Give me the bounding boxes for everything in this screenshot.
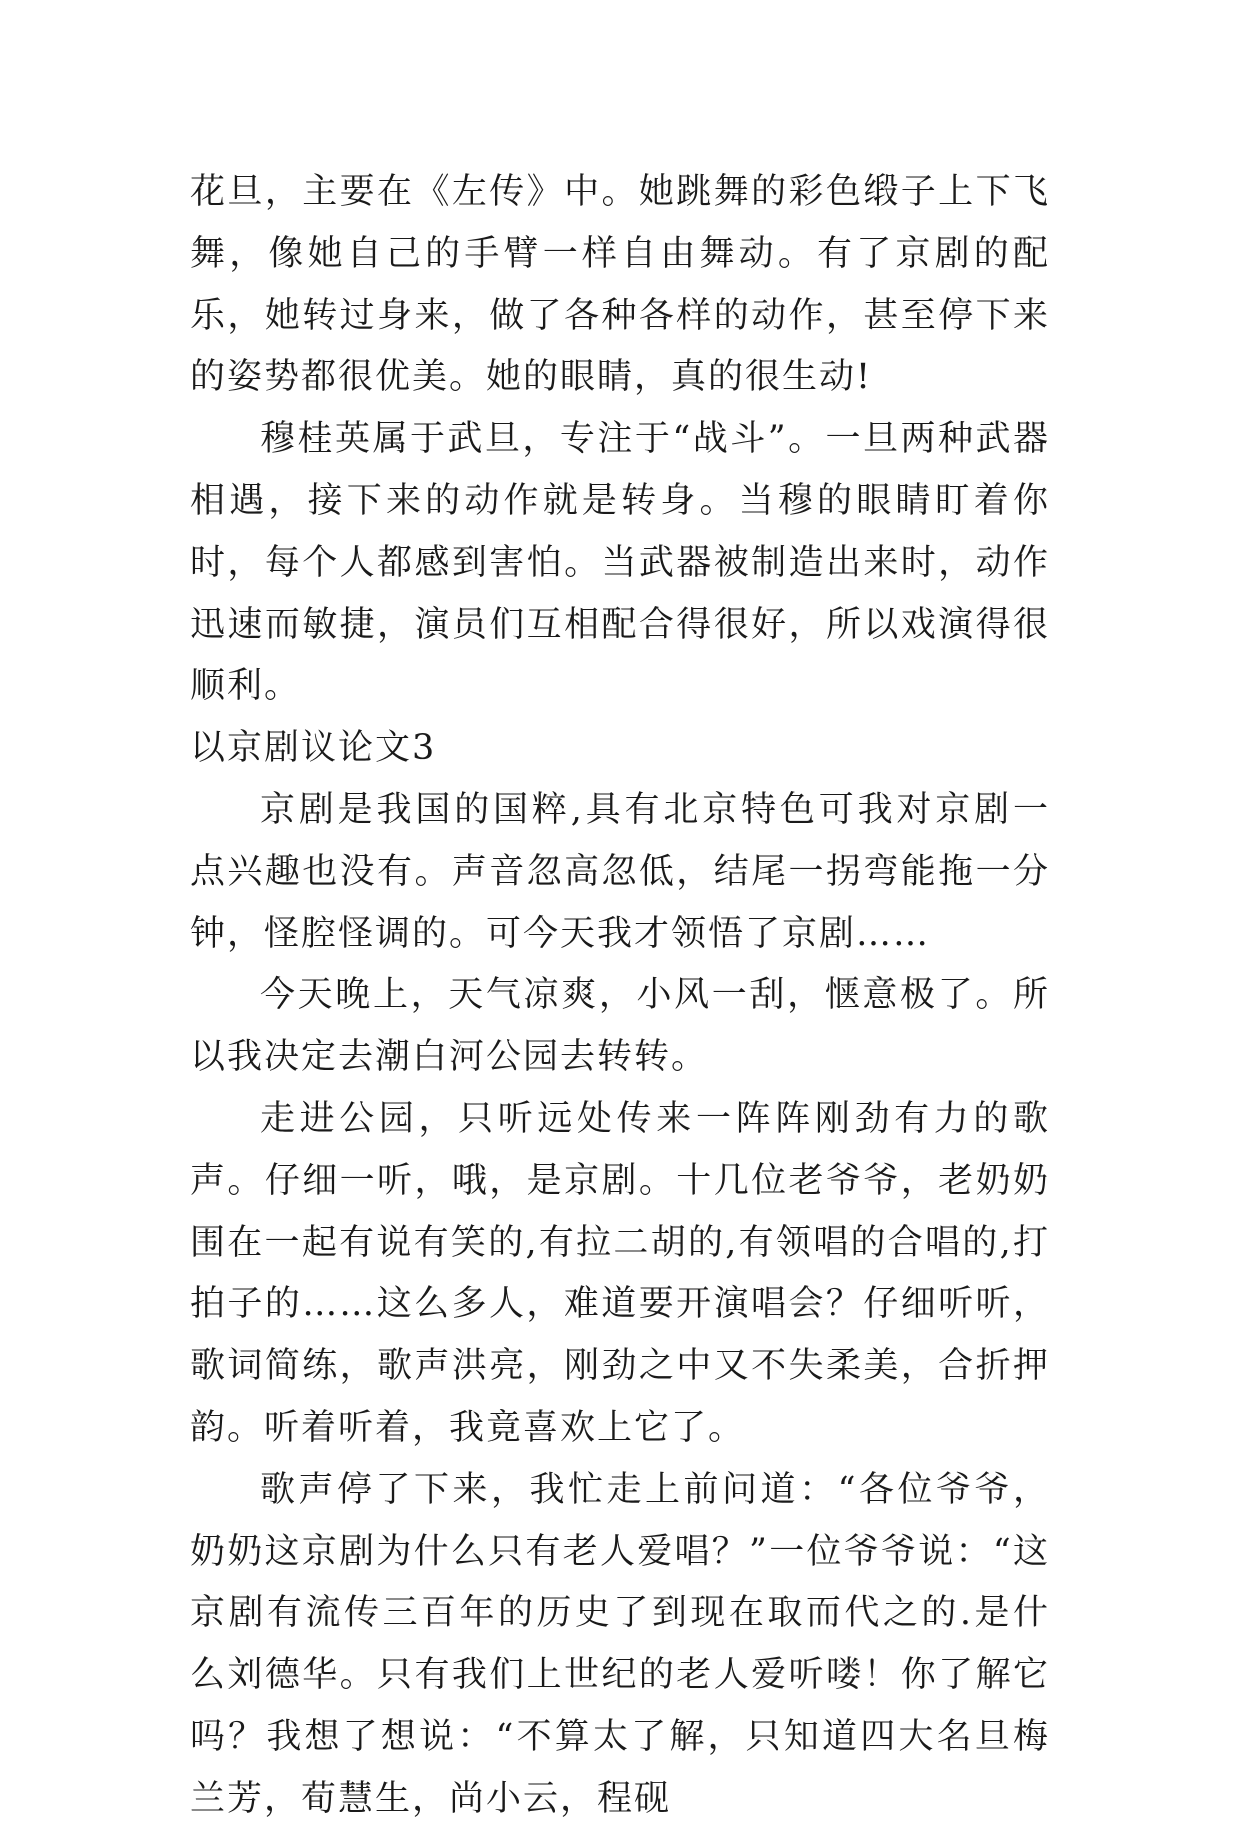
- paragraph-intro: 京剧是我国的国粹,具有北京特色可我对京剧一点兴趣也没有。声音忽高忽低，结尾一拐弯能拖一分钟，怪腔怪调的。可今天我才领悟了京剧……: [190, 789, 1050, 954]
- paragraph-conversation: 歌声停了下来，我忙走上前问道：“各位爷爷，奶奶这京剧为什么只有老人爱唱？”一位爷爷说：“这京剧有流传三百年的历史了到现在取而代之的.是什么刘德华。只有我们上世纪的老人爱听喽！你了解它吗？我想了想说：“不算太了解，只知道四大名旦梅兰芳，荀慧生，尚小云，程砚: [190, 1469, 1050, 1819]
- paragraph-park: 走进公园，只听远处传来一阵阵刚劲有力的歌声。仔细一听，哦，是京剧。十几位老爷爷，老奶奶围在一起有说有笑的,有拉二胡的,有领唱的合唱的,打拍子的……这么多人，难道要开演唱会？仔细听听，歌词简练，歌声洪亮，刚劲之中又不失柔美，合折押韵。听着听着，我竟喜欢上它了。: [190, 1098, 1050, 1448]
- section-heading: 以京剧议论文3: [190, 728, 437, 769]
- paragraph-mu-guiying: 穆桂英属于武旦，专注于“战斗”。一旦两种武器相遇，接下来的动作就是转身。当穆的眼睛盯着你时，每个人都感到害怕。当武器被制造出来时，动作迅速而敏捷，演员们互相配合得很好，所以戏演得很顺利。: [190, 419, 1050, 707]
- paragraph-continuation: 花旦，主要在《左传》中。她跳舞的彩色缎子上下飞舞，像她自己的手臂一样自由舞动。有了京剧的配乐，她转过身来，做了各种各样的动作，甚至停下来的姿势都很优美。她的眼睛，真的很生动!: [190, 172, 1050, 398]
- document-body: [190, 162, 1050, 1831]
- paragraph-evening: 今天晚上，天气凉爽，小风一刮，惬意极了。所以我决定去潮白河公园去转转。: [190, 975, 1050, 1078]
